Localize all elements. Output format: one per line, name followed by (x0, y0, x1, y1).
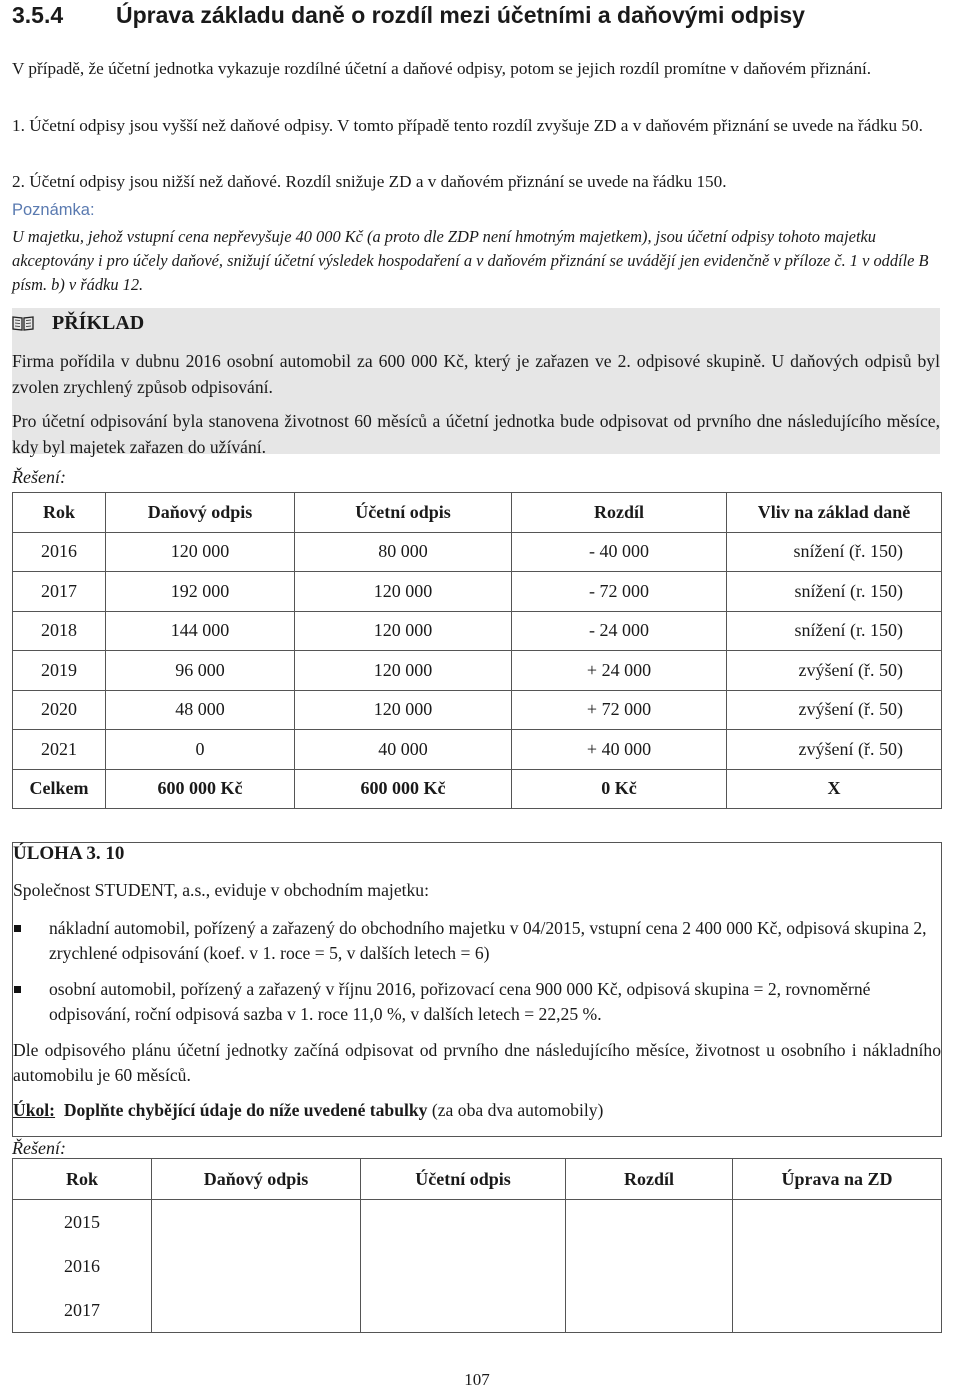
list-item-1: 1. Účetní odpisy jsou vyšší než daňové odpisy. V tomto případě tento rozdíl zvyšuje ZD a v daňovém přiznání se uvede na řádku 50. (12, 116, 923, 135)
exercise-table (12, 1158, 942, 1333)
square-bullet-icon (14, 925, 21, 932)
cell-accounting: 40 000 (295, 730, 512, 770)
cell-impact: zvýšení (ř. 50) (727, 651, 942, 691)
bullet-text: nákladní automobil, pořízený a zařazený do obchodního majetku v 04/2015, vstupní cena 2 400 000 Kč, odpisová skupina 2, zrychlené odpisování (koef. v 1. roce = 5, v dalších letech = 6) (49, 918, 927, 963)
cell-empty (361, 1244, 566, 1288)
cell-tax: 48 000 (106, 690, 295, 730)
task-box (12, 842, 942, 1137)
list-item-2: 2. Účetní odpisy jsou nižší než daňové. Rozdíl snižuje ZD a v daňovém přiznání se uvede na řádku 150. (12, 172, 727, 191)
cell-year: 2016 (13, 1244, 152, 1288)
cell-empty (566, 1288, 733, 1333)
example-box (12, 308, 940, 457)
table-row (13, 611, 942, 651)
section-number: 3.5.4 (12, 2, 64, 28)
cell-year: 2016 (13, 532, 106, 572)
cell-tax: 192 000 (106, 572, 295, 612)
table-row (13, 1288, 942, 1333)
col-header-tax-base-adjustment: Úprava na ZD (733, 1159, 942, 1200)
cell-tax: 120 000 (106, 532, 295, 572)
cell-accounting: 120 000 (295, 611, 512, 651)
task-bullet-list-2 (13, 977, 941, 1027)
cell-impact: zvýšení (ř. 50) (727, 690, 942, 730)
table-row (13, 730, 942, 770)
task-title: ÚLOHA 3. 10 (13, 843, 125, 864)
col-header-tax-depreciation: Daňový odpis (106, 493, 295, 533)
table-row (13, 1200, 942, 1245)
section-title: Úprava základu daně o rozdíl mezi účetními a daňovými odpisy (116, 2, 805, 28)
cell-year: 2019 (13, 651, 106, 691)
list-item (13, 977, 941, 1027)
intro-paragraph: V případě, že účetní jednotka vykazuje rozdílné účetní a daňové odpisy, potom se jejich rozdíl promítne v daňovém přiznání. (12, 59, 872, 78)
task-instruction-bold: Doplňte chybějící údaje do níže uvedené tabulky (63, 1100, 428, 1120)
page-number: 107 (464, 1370, 490, 1389)
table-header-row (13, 1159, 942, 1200)
task-paragraph: Dle odpisového plánu účetní jednotky začíná odpisovat od prvního dne následujícího měsíce, životnost u osobního i nákladního automobilu je 60 měsíců. (13, 1040, 941, 1085)
table-row (13, 690, 942, 730)
cell-total-impact: X (727, 769, 942, 809)
example-paragraph-1: Firma pořídila v dubnu 2016 osobní automobil za 600 000 Kč, který je zařazen ve 2. odpisové skupině. U daňových odpisů byl zvolen zrychlený způsob odpisování. (12, 351, 940, 397)
cell-impact: zvýšení (ř. 50) (727, 730, 942, 770)
cell-impact: snížení (r. 150) (727, 572, 942, 612)
cell-year: 2018 (13, 611, 106, 651)
table-row (13, 651, 942, 691)
section-heading (12, 2, 942, 29)
cell-empty (361, 1200, 566, 1245)
cell-impact: snížení (r. 150) (727, 611, 942, 651)
cell-empty (566, 1244, 733, 1288)
note-label: Poznámka: (12, 201, 95, 219)
cell-difference: - 24 000 (512, 611, 727, 651)
cell-empty (361, 1288, 566, 1333)
table-row (13, 1244, 942, 1288)
col-header-year: Rok (13, 493, 106, 533)
cell-empty (566, 1200, 733, 1245)
solution-label: Řešení: (12, 467, 66, 487)
cell-year: 2017 (13, 1288, 152, 1333)
cell-tax: 0 (106, 730, 295, 770)
cell-year: 2020 (13, 690, 106, 730)
list-item (13, 916, 941, 966)
cell-accounting: 120 000 (295, 572, 512, 612)
cell-difference: + 24 000 (512, 651, 727, 691)
example-heading-text: PŘÍKLAD (52, 312, 145, 334)
depreciation-table (12, 492, 942, 809)
task-bullet-list-1 (13, 916, 941, 966)
cell-empty (152, 1244, 361, 1288)
col-header-tax-base-impact: Vliv na základ daně (727, 493, 942, 533)
cell-accounting: 80 000 (295, 532, 512, 572)
cell-difference: + 72 000 (512, 690, 727, 730)
table-header-row (13, 493, 942, 533)
example-paragraph-2: Pro účetní odpisování byla stanovena životnost 60 měsíců a účetní jednotka bude odpisovat od prvního dne následujícího měsíce, kdy byl majetek zařazen do užívání. (12, 411, 940, 457)
square-bullet-icon (14, 986, 21, 993)
cell-difference: - 72 000 (512, 572, 727, 612)
cell-year: 2017 (13, 572, 106, 612)
task-instruction-rest: (za oba dva automobily) (431, 1100, 604, 1120)
col-header-difference: Rozdíl (566, 1159, 733, 1200)
task-company: Společnost STUDENT, a.s., eviduje v obchodním majetku: (13, 880, 429, 900)
cell-empty (152, 1288, 361, 1333)
cell-empty (733, 1288, 942, 1333)
note-text: U majetku, jehož vstupní cena nepřevyšuje 40 000 Kč (a proto dle ZDP není hmotným majetkem), jsou účetní odpisy tohoto majetku akceptovány i pro účely daňové, snižují účetní výsledek hospodaření a v daňovém přiznání se uvádějí jen evidenčně v příloze č. 1 v oddíle B písm. b) v řádku 12. (12, 227, 929, 294)
cell-total-accounting: 600 000 Kč (295, 769, 512, 809)
cell-tax: 96 000 (106, 651, 295, 691)
cell-difference: - 40 000 (512, 532, 727, 572)
table-row (13, 572, 942, 612)
cell-total-tax: 600 000 Kč (106, 769, 295, 809)
cell-accounting: 120 000 (295, 690, 512, 730)
col-header-accounting-depreciation: Účetní odpis (361, 1159, 566, 1200)
cell-total-difference: 0 Kč (512, 769, 727, 809)
cell-empty (733, 1200, 942, 1245)
task-instruction-label: Úkol: (13, 1100, 56, 1120)
cell-total-label: Celkem (13, 769, 106, 809)
col-header-tax-depreciation: Daňový odpis (152, 1159, 361, 1200)
table-row (13, 532, 942, 572)
solution-label-2: Řešení: (12, 1138, 66, 1158)
cell-year: 2015 (13, 1200, 152, 1245)
task-instruction (13, 1100, 603, 1121)
example-heading (12, 312, 144, 335)
cell-tax: 144 000 (106, 611, 295, 651)
col-header-accounting-depreciation: Účetní odpis (295, 493, 512, 533)
col-header-difference: Rozdíl (512, 493, 727, 533)
col-header-year: Rok (13, 1159, 152, 1200)
cell-empty (152, 1200, 361, 1245)
cell-empty (733, 1244, 942, 1288)
cell-difference: + 40 000 (512, 730, 727, 770)
bullet-text: osobní automobil, pořízený a zařazený v říjnu 2016, pořizovací cena 900 000 Kč, odpisová skupina = 2, rovnoměrné odpisování, roční odpisová sazba v 1. roce 11,0 %, v dalších letech = 22,25 %. (49, 979, 871, 1024)
table-total-row (13, 769, 942, 809)
cell-accounting: 120 000 (295, 651, 512, 691)
open-book-icon (12, 315, 34, 331)
cell-impact: snížení (ř. 150) (727, 532, 942, 572)
cell-year: 2021 (13, 730, 106, 770)
